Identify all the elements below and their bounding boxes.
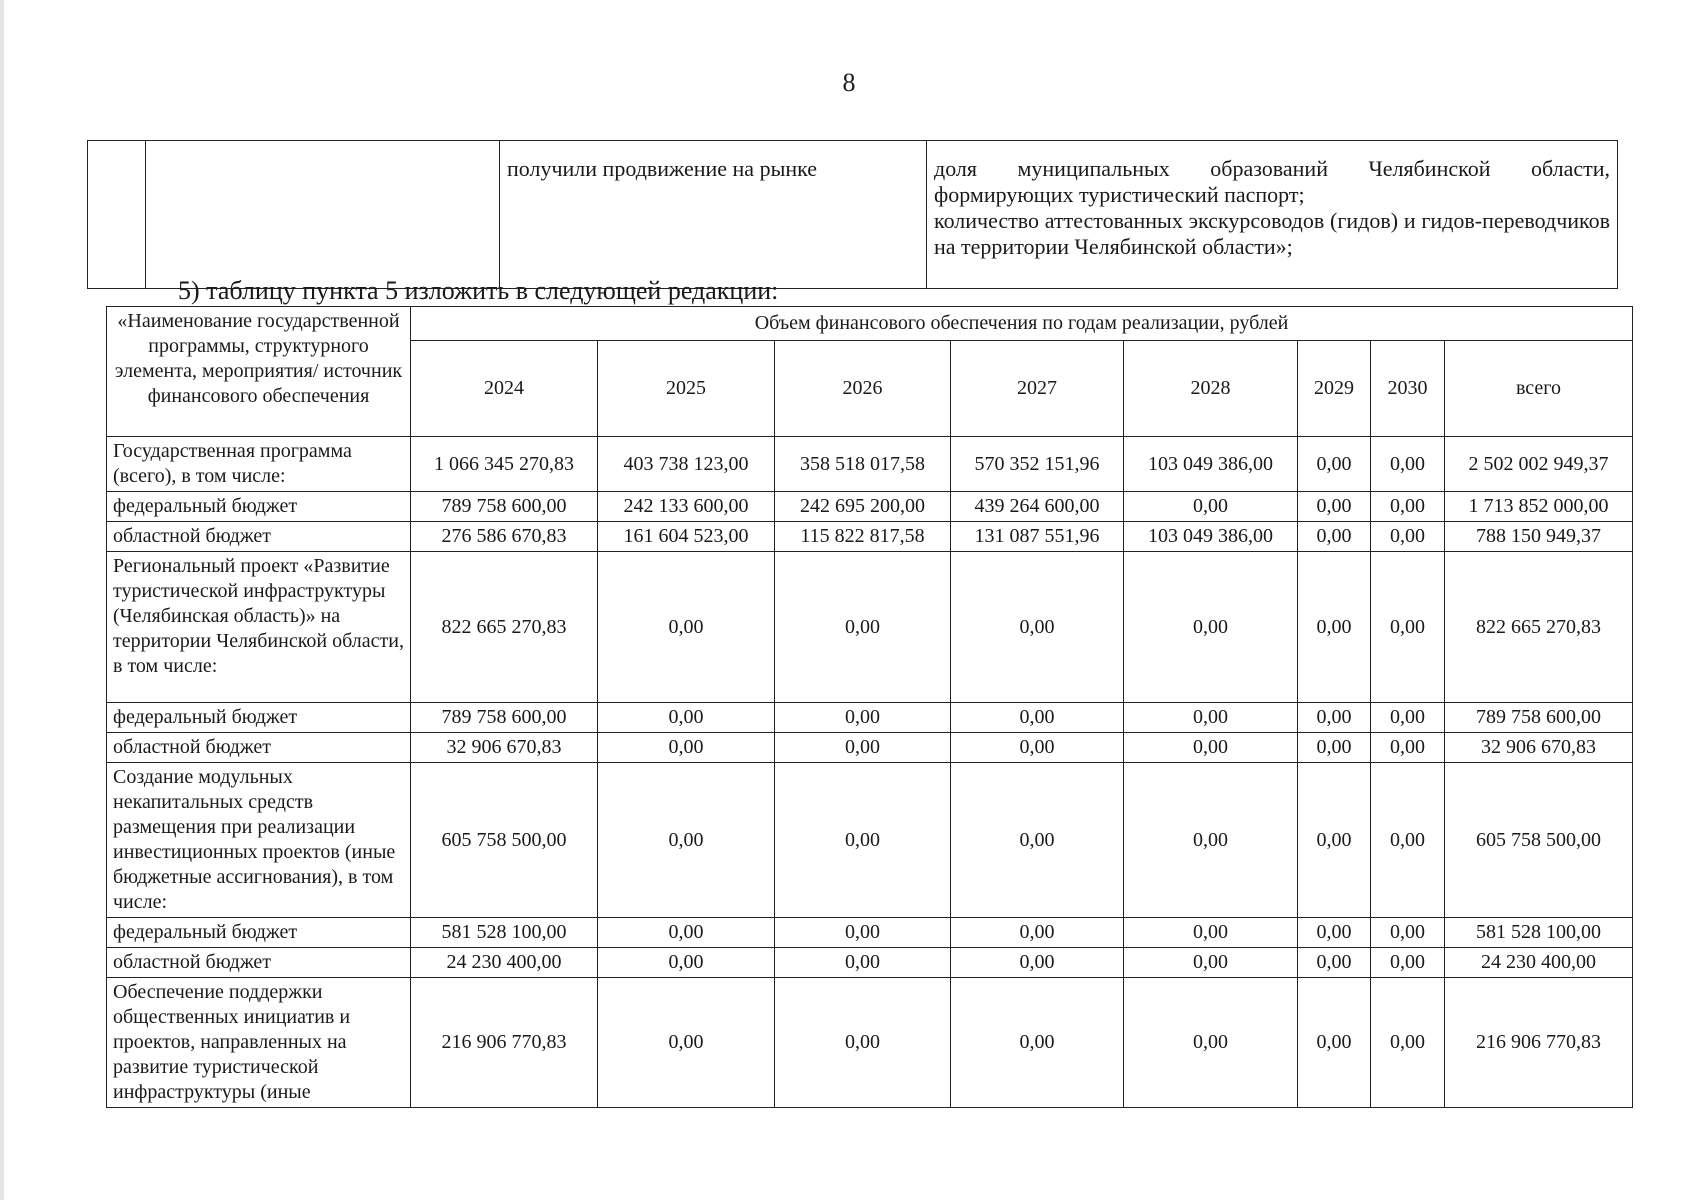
value-cell: 0,00 [775,703,951,733]
row-name-cell: Государственная программа (всего), в том числе: [107,437,411,492]
value-cell: 0,00 [775,948,951,978]
row-name-cell: областной бюджет [107,948,411,978]
value-cell: 0,00 [1124,552,1298,703]
value-cell: 161 604 523,00 [598,522,775,552]
value-cell: 0,00 [1124,978,1298,1108]
value-cell: 103 049 386,00 [1124,437,1298,492]
row-name-cell: федеральный бюджет [107,492,411,522]
value-cell: 0,00 [951,733,1124,763]
value-cell: 0,00 [1298,437,1371,492]
intro-text: 5) таблицу пункта 5 изложить в следующей редакции: [178,276,779,305]
year-2028: 2028 [1124,341,1298,437]
year-2025: 2025 [598,341,775,437]
fragment-cell-number [88,141,146,289]
value-cell: 131 087 551,96 [951,522,1124,552]
value-cell: 0,00 [1298,948,1371,978]
value-cell: 0,00 [1371,733,1445,763]
value-cell: 216 906 770,83 [411,978,598,1108]
row-name-cell: федеральный бюджет [107,918,411,948]
page-number: 8 [842,68,856,97]
table-row [107,492,1633,522]
value-cell: 581 528 100,00 [1445,918,1633,948]
value-cell: 0,00 [598,948,775,978]
value-cell: 0,00 [775,733,951,763]
value-cell: 0,00 [1124,763,1298,918]
value-cell: 0,00 [1298,763,1371,918]
value-cell: 1 066 345 270,83 [411,437,598,492]
value-cell: 0,00 [1371,948,1445,978]
value-cell: 788 150 949,37 [1445,522,1633,552]
value-cell: 789 758 600,00 [411,703,598,733]
year-2024: 2024 [411,341,598,437]
value-cell: 103 049 386,00 [1124,522,1298,552]
row-name-cell: Обеспечение поддержки общественных инициатив и проектов, направленных на развитие туристической инфраструктуры (иные [107,978,411,1108]
year-total: всего [1445,341,1633,437]
value-cell: 0,00 [951,763,1124,918]
table-row [107,918,1633,948]
fragment-indicator-1: доля муниципальных образований Челябинской области, формирующих туристический паспорт; [934,156,1610,207]
value-cell: 0,00 [951,978,1124,1108]
value-cell: 0,00 [1124,918,1298,948]
value-cell: 0,00 [1124,703,1298,733]
value-cell: 0,00 [598,703,775,733]
fragment-cell-name [146,141,500,289]
value-cell: 216 906 770,83 [1445,978,1633,1108]
value-cell: 0,00 [775,763,951,918]
header-name-cell: «Наименование государственной программы, структурного элемента, мероприятия/ источник финансового обеспечения [107,307,411,437]
value-cell: 276 586 670,83 [411,522,598,552]
finance-header-row [107,307,1633,341]
value-cell: 0,00 [1298,522,1371,552]
row-name-cell: областной бюджет [107,522,411,552]
table-row [107,948,1633,978]
value-cell: 115 822 817,58 [775,522,951,552]
value-cell: 789 758 600,00 [1445,703,1633,733]
value-cell: 0,00 [1371,437,1445,492]
value-cell: 358 518 017,58 [775,437,951,492]
value-cell: 605 758 500,00 [411,763,598,918]
finance-table [106,306,1633,1108]
fragment-row [88,141,1618,289]
value-cell: 0,00 [1124,948,1298,978]
value-cell: 32 906 670,83 [1445,733,1633,763]
fragment-cell-result [500,141,927,289]
value-cell: 1 713 852 000,00 [1445,492,1633,522]
row-name-cell: Региональный проект «Развитие туристической инфраструктуры (Челябинская область)» на территории Челябинской области, в том числе: [107,552,411,703]
fragment-indicator-2: количество аттестованных экскурсоводов (гидов) и гидов-переводчиков на территории Челябинской области»; [934,208,1610,259]
value-cell: 0,00 [1371,918,1445,948]
row-name-cell: федеральный бюджет [107,703,411,733]
value-cell: 0,00 [1124,733,1298,763]
value-cell: 2 502 002 949,37 [1445,437,1633,492]
value-cell: 0,00 [951,918,1124,948]
fragment-result-text: получили продвижение на рынке [507,156,818,181]
value-cell: 0,00 [1298,978,1371,1108]
fragment-cell-indicators [927,141,1618,289]
value-cell: 581 528 100,00 [411,918,598,948]
value-cell: 0,00 [1371,552,1445,703]
value-cell: 0,00 [598,918,775,948]
value-cell: 403 738 123,00 [598,437,775,492]
value-cell: 0,00 [951,703,1124,733]
value-cell: 0,00 [1298,733,1371,763]
table-row [107,437,1633,492]
value-cell: 0,00 [1371,492,1445,522]
value-cell: 0,00 [1298,492,1371,522]
value-cell: 0,00 [1298,918,1371,948]
row-name-cell: областной бюджет [107,733,411,763]
value-cell: 822 665 270,83 [1445,552,1633,703]
value-cell: 0,00 [775,918,951,948]
scan-edge [0,0,4,1200]
row-name-cell: Создание модульных некапитальных средств размещения при реализации инвестиционных проектов (иные бюджетные ассигнования), в том числе: [107,763,411,918]
table-row [107,763,1633,918]
fragment-table [87,140,1618,289]
value-cell: 32 906 670,83 [411,733,598,763]
value-cell: 0,00 [598,978,775,1108]
year-2030: 2030 [1371,341,1445,437]
year-2027: 2027 [951,341,1124,437]
value-cell: 0,00 [1124,492,1298,522]
table-row [107,733,1633,763]
value-cell: 0,00 [598,733,775,763]
value-cell: 0,00 [1371,763,1445,918]
table-row [107,978,1633,1108]
value-cell: 0,00 [1298,703,1371,733]
value-cell: 242 695 200,00 [775,492,951,522]
year-2026: 2026 [775,341,951,437]
value-cell: 0,00 [1298,552,1371,703]
value-cell: 24 230 400,00 [411,948,598,978]
table-row [107,522,1633,552]
value-cell: 605 758 500,00 [1445,763,1633,918]
year-2029: 2029 [1298,341,1371,437]
value-cell: 570 352 151,96 [951,437,1124,492]
value-cell: 0,00 [775,552,951,703]
value-cell: 439 264 600,00 [951,492,1124,522]
header-span-cell: Объем финансового обеспечения по годам реализации, рублей [411,307,1633,341]
value-cell: 0,00 [598,763,775,918]
value-cell: 0,00 [951,552,1124,703]
value-cell: 0,00 [1371,522,1445,552]
value-cell: 24 230 400,00 [1445,948,1633,978]
value-cell: 0,00 [1371,703,1445,733]
value-cell: 0,00 [775,978,951,1108]
table-row [107,552,1633,703]
value-cell: 789 758 600,00 [411,492,598,522]
value-cell: 0,00 [598,552,775,703]
finance-table-body [107,437,1633,1108]
value-cell: 0,00 [951,948,1124,978]
value-cell: 822 665 270,83 [411,552,598,703]
value-cell: 0,00 [1371,978,1445,1108]
value-cell: 242 133 600,00 [598,492,775,522]
table-row [107,703,1633,733]
